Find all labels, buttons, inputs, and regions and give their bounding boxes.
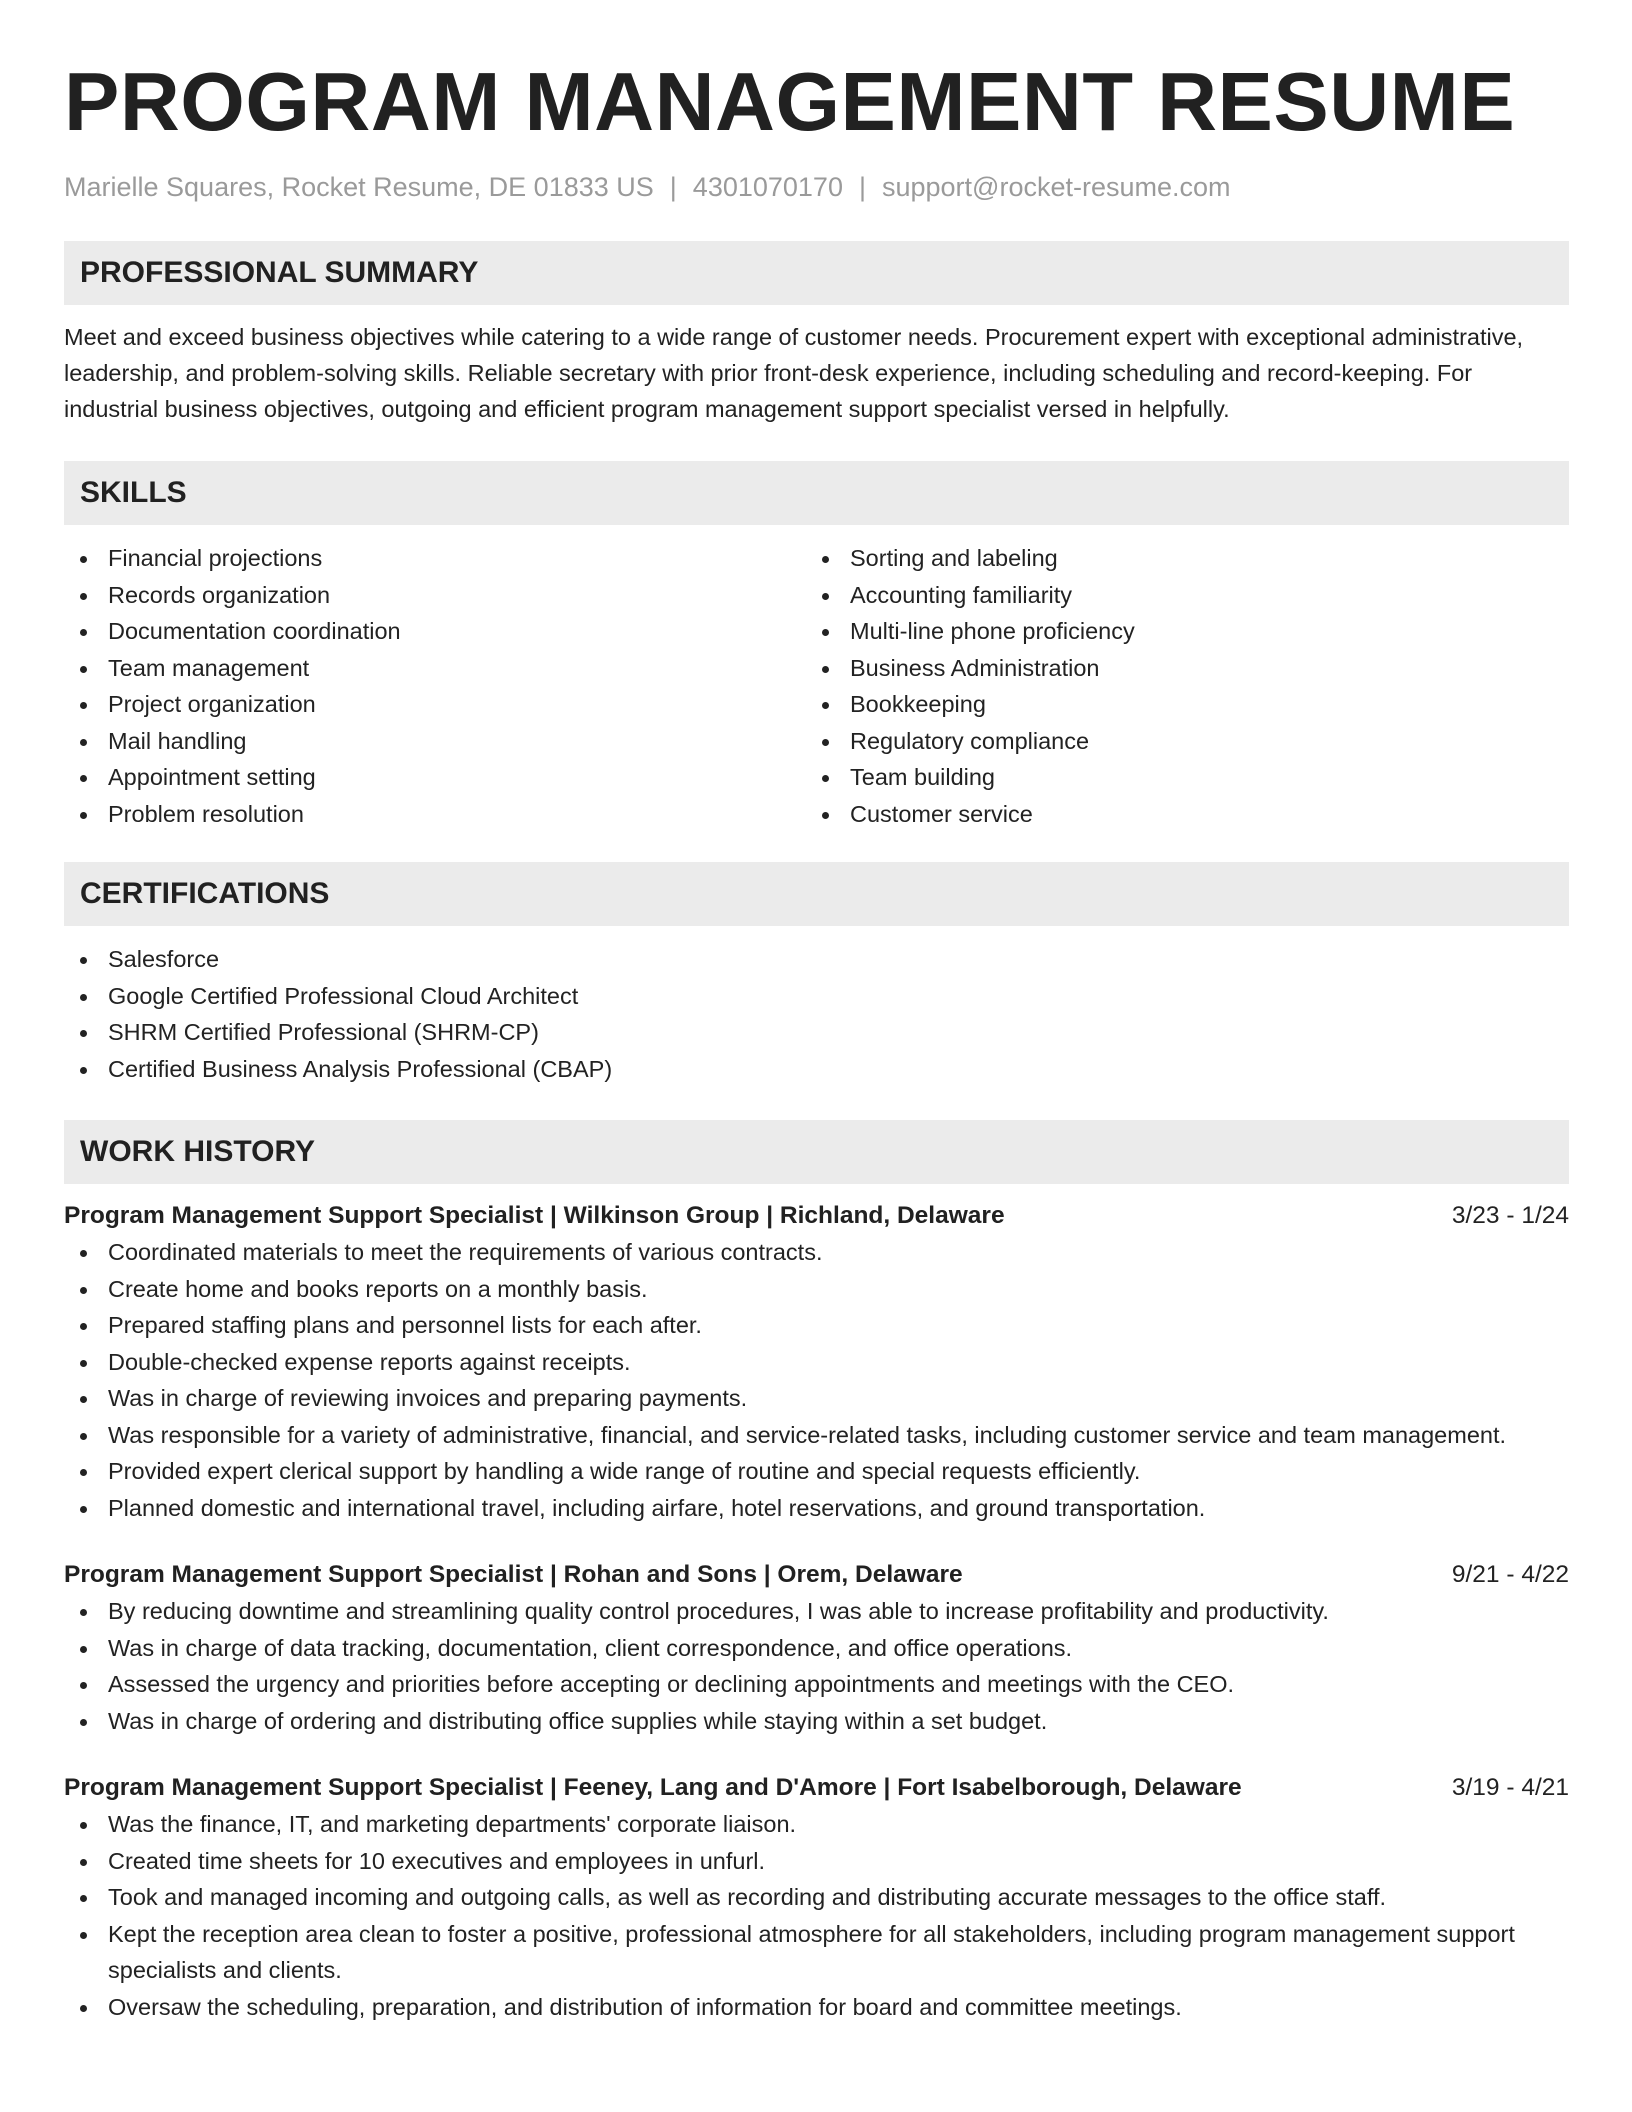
- job-bullet: Was responsible for a variety of administrative, financial, and service-related tasks, including customer service and team management.: [64, 1417, 1569, 1454]
- skill-item: Records organization: [64, 577, 806, 614]
- job-header: [64, 1198, 1569, 1234]
- job-bullet: Was in charge of data tracking, documentation, client correspondence, and office operations.: [64, 1630, 1569, 1667]
- skill-item: Accounting familiarity: [806, 577, 1548, 614]
- skill-item: Problem resolution: [64, 796, 806, 833]
- job-bullet: Oversaw the scheduling, preparation, and distribution of information for board and committee meetings.: [64, 1989, 1569, 2026]
- certification-item: SHRM Certified Professional (SHRM-CP): [64, 1014, 1569, 1051]
- job-title: Program Management Support Specialist | Wilkinson Group | Richland, Delaware: [64, 1202, 1005, 1229]
- job-bullet: Create home and books reports on a monthly basis.: [64, 1271, 1569, 1308]
- job-bullet: Planned domestic and international travel, including airfare, hotel reservations, and ground transportation.: [64, 1490, 1569, 1527]
- job-bullet: Provided expert clerical support by handling a wide range of routine and special requests efficiently.: [64, 1453, 1569, 1490]
- work-history-heading: WORK HISTORY: [64, 1120, 1569, 1184]
- contact-separator: |: [858, 172, 866, 202]
- contact-address: Marielle Squares, Rocket Resume, DE 01833 US: [64, 172, 654, 202]
- job-bullet: Prepared staffing plans and personnel lists for each after.: [64, 1307, 1569, 1344]
- summary-heading: PROFESSIONAL SUMMARY: [64, 241, 1569, 305]
- job-bullet: By reducing downtime and streamlining quality control procedures, I was able to increase profitability and productivity.: [64, 1593, 1569, 1630]
- job-bullets: [64, 1234, 1569, 1526]
- job-bullet: Assessed the urgency and priorities before accepting or declining appointments and meetings with the CEO.: [64, 1666, 1569, 1703]
- contact-line: [64, 170, 1569, 204]
- skills-list-left: [64, 540, 806, 832]
- certifications-heading: CERTIFICATIONS: [64, 862, 1569, 926]
- skill-item: Customer service: [806, 796, 1548, 833]
- contact-email: support@rocket-resume.com: [881, 172, 1231, 202]
- job-entry: [64, 1770, 1569, 2025]
- job-dates: 3/23 - 1/24: [1451, 1202, 1569, 1229]
- job-bullet: Kept the reception area clean to foster a positive, professional atmosphere for all stakeholders, including program management support specialists and clients.: [64, 1916, 1569, 1989]
- skill-item: Team building: [806, 759, 1548, 796]
- job-bullets: [64, 1593, 1569, 1739]
- skill-item: Bookkeeping: [806, 686, 1548, 723]
- skill-item: Documentation coordination: [64, 613, 806, 650]
- contact-separator: |: [669, 172, 677, 202]
- job-bullet: Double-checked expense reports against receipts.: [64, 1344, 1569, 1381]
- skill-item: Team management: [64, 650, 806, 687]
- job-dates: 3/19 - 4/21: [1451, 1774, 1569, 1801]
- certification-item: Salesforce: [64, 941, 1569, 978]
- job-title: Program Management Support Specialist | Feeney, Lang and D'Amore | Fort Isabelborough, Delaware: [64, 1774, 1242, 1801]
- job-bullet: Created time sheets for 10 executives and employees in unfurl.: [64, 1843, 1569, 1880]
- job-entry: [64, 1557, 1569, 1739]
- job-bullet: Coordinated materials to meet the requirements of various contracts.: [64, 1234, 1569, 1271]
- skill-item: Project organization: [64, 686, 806, 723]
- job-bullet: Was in charge of reviewing invoices and preparing payments.: [64, 1380, 1569, 1417]
- job-bullet: Took and managed incoming and outgoing calls, as well as recording and distributing accurate messages to the office staff.: [64, 1879, 1569, 1916]
- skill-item: Sorting and labeling: [806, 540, 1548, 577]
- job-bullet: Was in charge of ordering and distributing office supplies while staying within a set budget.: [64, 1703, 1569, 1740]
- certification-item: Certified Business Analysis Professional (CBAP): [64, 1051, 1569, 1088]
- skill-item: Business Administration: [806, 650, 1548, 687]
- skill-item: Mail handling: [64, 723, 806, 760]
- summary-text: Meet and exceed business objectives while catering to a wide range of customer needs. Procurement expert with exceptional administrative, leadership, and problem-solving skills. Reliable secretary with prior front-desk experience, including scheduling and record-keeping. For industrial business objectives, outgoing and efficient program management support specialist versed in helpfully.: [64, 324, 1524, 422]
- skill-item: Appointment setting: [64, 759, 806, 796]
- job-header: [64, 1557, 1569, 1593]
- skill-item: Multi-line phone proficiency: [806, 613, 1548, 650]
- skill-item: Regulatory compliance: [806, 723, 1548, 760]
- skills-heading: SKILLS: [64, 461, 1569, 525]
- job-bullet: Was the finance, IT, and marketing departments' corporate liaison.: [64, 1806, 1569, 1843]
- contact-phone: 4301070170: [692, 172, 843, 202]
- job-bullets: [64, 1806, 1569, 2025]
- certification-item: Google Certified Professional Cloud Architect: [64, 978, 1569, 1015]
- job-title: Program Management Support Specialist | Rohan and Sons | Orem, Delaware: [64, 1561, 963, 1588]
- job-entry: [64, 1198, 1569, 1526]
- skills-grid: [64, 540, 1569, 832]
- job-dates: 9/21 - 4/22: [1451, 1561, 1569, 1588]
- certifications-list: [64, 941, 1569, 1087]
- skill-item: Financial projections: [64, 540, 806, 577]
- skills-list-right: [806, 540, 1548, 832]
- resume-title: PROGRAM MANAGEMENT RESUME: [64, 55, 1516, 148]
- job-header: [64, 1770, 1569, 1806]
